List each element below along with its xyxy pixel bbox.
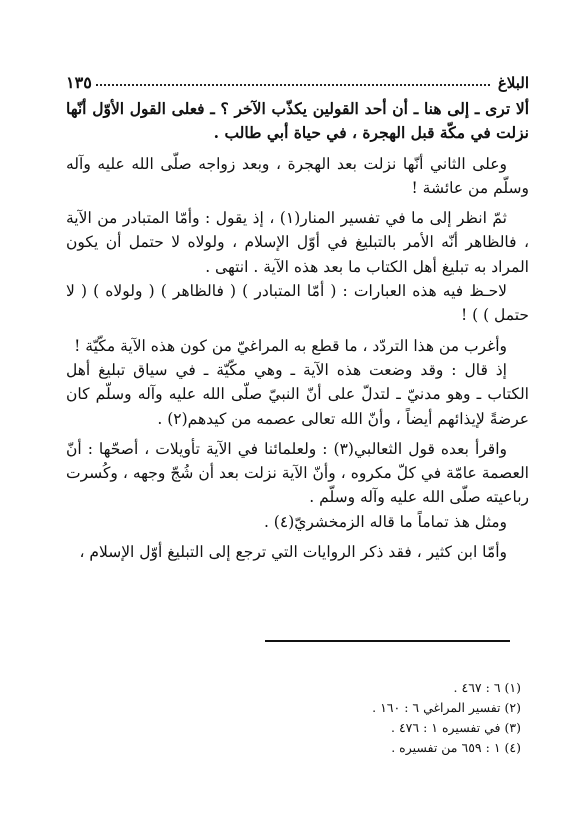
paragraph-3: ثمّ انظر إلى ما في تفسير المنار(١) ، إذ يقول : وأمّا المتبادر من الآية ، فالظاهر أنّه الأمر بالتبليغ في أوّل الإسلام ، ولولاه لا حتمل أن يكون المراد به تبليغ أهل الكتاب ما بعد هذه الآية . انتهى .	[66, 209, 529, 276]
footnote-3: (٣) في تفسيره ١ : ٤٧٦ .	[391, 720, 521, 735]
footnotes	[66, 678, 521, 758]
page-number: ١٣٥	[66, 73, 92, 92]
paragraph-9: وأمّا ابن كثير ، فقد ذكر الروايات التي ترجع إلى التبليغ أوّل الإسلام ،	[79, 543, 507, 562]
footnote-4: (٤) ١ : ٦٥٩ من تفسيره .	[391, 740, 521, 755]
paragraph-2: وعلى الثاني أنّها نزلت بعد الهجرة ، وبعد زواجه صلّى الله عليه وآله وسلّم من عائشة !	[66, 154, 529, 197]
running-title: البلاغ	[497, 74, 529, 92]
paragraph-8: ومثل هذ تماماً ما قاله الزمخشريّ(٤) .	[263, 512, 507, 531]
paragraph-4: لاحـظ فيه هذه العبارات : ( أمّا المتبادر ) ( فالظاهر ) ( ولولاه ) ( لا حتمل ) ) !	[66, 282, 529, 325]
paragraph-7: واقرأ بعده قول الثعالبي(٣) : ولعلمائنا في الآية تأويلات ، أصحّها : أنّ العصمة عامّة في كلّ مكروه ، وأنّ الآية نزلت بعد أن شُجّ وجهه ، وكُسرت رباعيته صلّى الله عليه وآله وسلّم .	[66, 439, 529, 507]
header-dotted-leader	[96, 84, 490, 86]
footnote-1: (١) ٦ : ٤٦٧ .	[453, 680, 521, 695]
paragraph-6: إذ قال : وقد وضعت هذه الآية ـ وهي مكّيّة ـ في سياق تبليغ أهل الكتاب ـ وهو مدنيّ ـ لتدلّ على أنّ النبيّ صلّى الله عليه وآله وسلّم كان عرضةً لإيذائهم أيضاً ، وأنّ الله تعالى عصمه من كيدهم(٢) .	[66, 360, 529, 428]
running-header	[66, 66, 529, 92]
paragraph-1: ألا ترى ـ إلى هنا ـ أن أحد القولين يكذّب الآخر ؟ ـ فعلى القول الأوّل أنّها نزلت في مكّة قبل الهجرة ، في حياة أبي طالب .	[66, 99, 529, 143]
paragraph-5: وأغرب من هذا التردّد ، ما قطع به المراغيّ من كون هذه الآية مكّيّة !	[74, 336, 507, 355]
footnote-separator	[265, 640, 510, 642]
main-text	[66, 97, 529, 564]
footnote-2: (٢) تفسير المراغي ٦ : ١٦٠ .	[372, 700, 521, 715]
